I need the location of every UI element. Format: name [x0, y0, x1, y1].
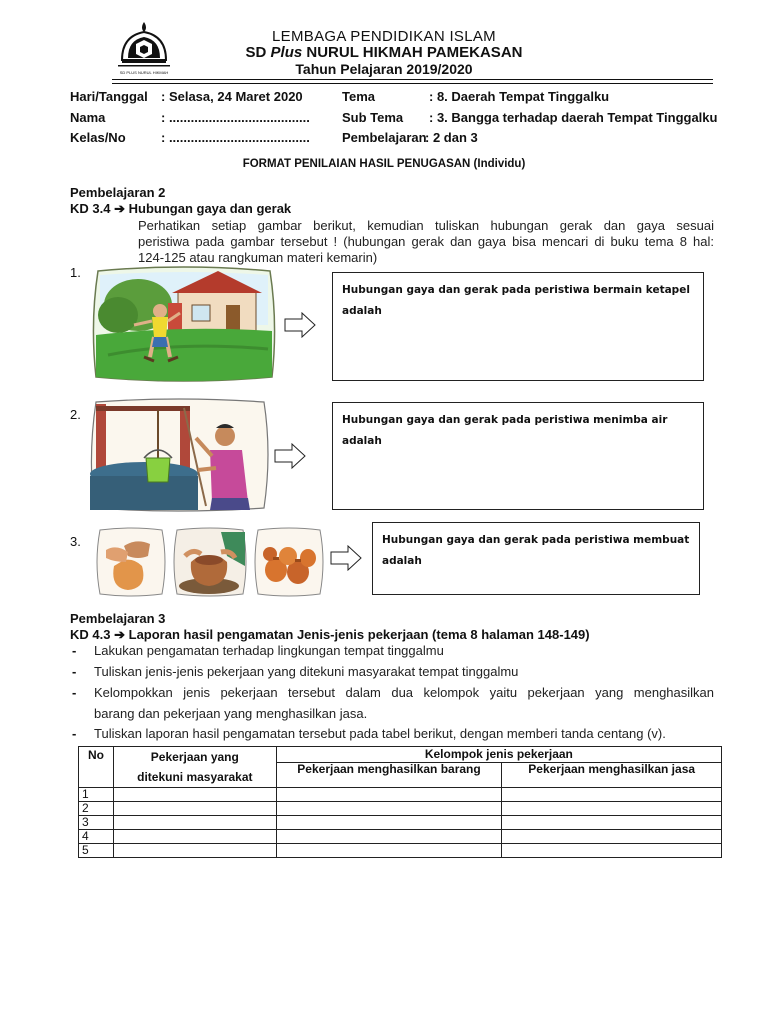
header-rule-thin	[112, 83, 713, 84]
observation-table	[78, 746, 722, 858]
tema-label: Tema	[342, 89, 375, 104]
row-number: 2	[79, 802, 114, 816]
subtema-label: Sub Tema	[342, 110, 404, 125]
group-header: Kelompok jenis pekerjaan	[276, 747, 721, 763]
section3-kd: KD 4.3 ➔ Laporan hasil pengamatan Jenis-jenis pekerjaan (tema 8 halaman 148-149)	[70, 627, 590, 642]
question-1-adalah: adalah	[342, 305, 382, 317]
row-number: 5	[79, 844, 114, 858]
row-number: 4	[79, 830, 114, 844]
row-number: 1	[79, 788, 114, 802]
subtema-value: : 3. Bangga terhadap daerah Tempat Tinggalku	[429, 110, 718, 125]
header-rule-thick	[112, 79, 713, 80]
job-cell[interactable]	[113, 816, 276, 830]
col-no-header: No	[79, 747, 114, 788]
jasa-cell[interactable]	[502, 844, 722, 858]
question-3-text: Hubungan gaya dan gerak pada peristiwa membuat	[382, 534, 690, 546]
instruction-line-3: 124-125 atau rangkuman materi kemarin)	[138, 250, 378, 265]
clay-picture-2	[171, 526, 249, 598]
tema-value: : 8. Daerah Tempat Tinggalku	[429, 89, 610, 104]
logo-caption: SD PLUS NURUL HIKMAH	[119, 70, 169, 75]
section2-heading: Pembelajaran 2	[70, 185, 166, 200]
arrow-right-icon: ➔	[114, 201, 125, 216]
page-title: FORMAT PENILAIAN HASIL PENUGASAN (Individu)	[242, 158, 526, 170]
kelas-label: Kelas/No	[70, 130, 126, 145]
section2-kd: KD 3.4 ➔ Hubungan gaya dan gerak	[70, 201, 292, 216]
arrow-right-icon	[330, 545, 362, 571]
bullet-2: Tuliskan jenis-jenis pekerjaan yang ditekuni masyarakat tempat tinggalmu	[94, 664, 519, 679]
hari-value: : Selasa, 24 Maret 2020	[161, 89, 303, 104]
col-job-header: Pekerjaan yang ditekuni masyarakat	[113, 747, 276, 788]
bullet-4: Tuliskan laporan hasil pengamatan tersebut pada tabel berikut, dengan memberi tanda centang (v).	[94, 726, 666, 741]
bullet-dash: -	[72, 643, 77, 658]
bullet-dash: -	[72, 726, 77, 741]
jasa-cell[interactable]	[502, 816, 722, 830]
row-number: 3	[79, 816, 114, 830]
answer-box-3[interactable]	[372, 522, 700, 595]
bullet-3: Kelompokkan jenis pekerjaan tersebut dalam dua kelompok yaitu pekerjaan yang menghasilkan	[94, 685, 714, 700]
well-picture	[88, 398, 270, 512]
bullet-dash: -	[72, 685, 77, 700]
hari-label: Hari/Tanggal	[70, 89, 148, 104]
school-name: SD Plus NURUL HIKMAH PAMEKASAN	[245, 44, 523, 61]
barang-cell[interactable]	[276, 788, 502, 802]
bullet-3-continued: barang dan pekerjaan yang menghasilkan jasa.	[94, 706, 368, 721]
table-row	[79, 830, 722, 844]
table-row	[79, 844, 722, 858]
question-1-text: Hubungan gaya dan gerak pada peristiwa bermain ketapel	[342, 284, 690, 296]
clay-pots-picture	[252, 526, 326, 598]
clay-picture-1	[94, 526, 168, 598]
col-jasa-header: Pekerjaan menghasilkan jasa	[502, 762, 722, 788]
institution-name: LEMBAGA PENDIDIKAN ISLAM	[272, 28, 496, 45]
instruction-line-2: peristiwa pada gambar tersebut ! (hubungan gerak dan gaya bisa mencari di buku tema 8 hal:	[138, 234, 714, 249]
table-row	[79, 788, 722, 802]
barang-cell[interactable]	[276, 844, 502, 858]
school-year: Tahun Pelajaran 2019/2020	[295, 61, 473, 77]
job-cell[interactable]	[113, 788, 276, 802]
arrow-right-icon	[284, 312, 316, 338]
item-2-number: 2.	[70, 407, 81, 422]
barang-cell[interactable]	[276, 830, 502, 844]
kelas-field[interactable]: : .......................................	[161, 130, 310, 145]
instruction-line-1: Perhatikan setiap gambar berikut, kemudian tuliskan hubungan gerak dan gaya sesuai	[138, 218, 714, 233]
pembelajaran-label: Pembelajaran	[342, 130, 427, 145]
col-barang-header: Pekerjaan menghasilkan barang	[276, 762, 502, 788]
nama-field[interactable]: : .......................................	[161, 110, 310, 125]
jasa-cell[interactable]	[502, 788, 722, 802]
item-3-number: 3.	[70, 534, 81, 549]
item-1-number: 1.	[70, 265, 81, 280]
slingshot-picture	[88, 265, 278, 383]
job-cell[interactable]	[113, 844, 276, 858]
bullet-dash: -	[72, 664, 77, 679]
barang-cell[interactable]	[276, 816, 502, 830]
bullet-1: Lakukan pengamatan terhadap lingkungan tempat tinggalmu	[94, 643, 444, 658]
answer-box-2[interactable]	[332, 402, 704, 510]
table-row	[79, 802, 722, 816]
section3-heading: Pembelajaran 3	[70, 611, 166, 626]
job-cell[interactable]	[113, 830, 276, 844]
pembelajaran-value: : 2 dan 3	[425, 130, 478, 145]
answer-box-1[interactable]	[332, 272, 704, 381]
question-3-adalah: adalah	[382, 555, 422, 567]
arrow-right-icon	[274, 443, 306, 469]
table-row	[79, 816, 722, 830]
question-2-text: Hubungan gaya dan gerak pada peristiwa menimba air adalah	[342, 414, 668, 447]
barang-cell[interactable]	[276, 802, 502, 816]
jasa-cell[interactable]	[502, 830, 722, 844]
job-cell[interactable]	[113, 802, 276, 816]
arrow-right-icon: ➔	[114, 627, 125, 642]
nama-label: Nama	[70, 110, 106, 125]
school-plus: Plus	[270, 44, 303, 61]
jasa-cell[interactable]	[502, 802, 722, 816]
